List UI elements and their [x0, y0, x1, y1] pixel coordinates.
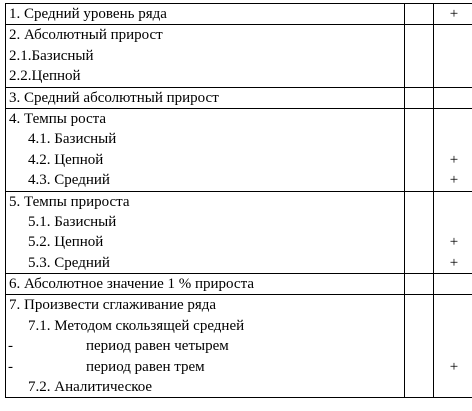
table-row [6, 4, 472, 25]
empty-cell [405, 295, 434, 398]
task-subline: 5.2. Цепной [28, 234, 104, 251]
table-row [6, 108, 472, 191]
table-row [6, 274, 472, 295]
plus-mark: + [449, 358, 459, 375]
task-bullet-text: период равен четырем [86, 338, 229, 355]
task-line: 6. Абсолютное значение 1 % прироста [9, 276, 254, 293]
task-line: 4. Темпы роста [9, 110, 107, 127]
plus-mark [434, 129, 472, 149]
mark-cell [434, 295, 472, 398]
task-bullet-text: период равен трем [86, 358, 205, 375]
mark-cell [434, 87, 472, 108]
task-cell [6, 4, 405, 25]
plus-mark [434, 377, 472, 397]
task-subline: 4.1. Базисный [28, 131, 117, 148]
table-row [6, 25, 472, 87]
dash-bullet: - [8, 358, 13, 375]
plus-mark [434, 336, 472, 356]
table-row [6, 191, 472, 274]
plus-mark [434, 274, 472, 294]
task-line: 5. Темпы прироста [9, 193, 130, 210]
task-bullet-line [6, 336, 404, 356]
empty-cell [405, 191, 434, 274]
plus-mark: + [449, 234, 459, 251]
plus-mark [434, 295, 472, 315]
empty-cell [405, 25, 434, 87]
task-cell [6, 274, 405, 295]
plus-mark: + [449, 254, 459, 271]
task-subline: 7.2. Аналитическое [28, 379, 153, 396]
task-subline: 4.2. Цепной [28, 151, 104, 168]
task-line: 1. Средний уровень ряда [9, 6, 167, 22]
plus-mark [434, 316, 472, 336]
dash-bullet: - [8, 338, 13, 355]
mark-cell [434, 25, 472, 87]
plus-mark [434, 66, 472, 86]
task-line: 3. Средний абсолютный прирост [9, 89, 219, 106]
task-cell [6, 108, 405, 191]
task-line: 2. Абсолютный прирост [9, 27, 163, 44]
empty-cell [405, 274, 434, 295]
table-row [6, 295, 472, 398]
task-bullet-line [6, 357, 404, 377]
task-cell [6, 295, 405, 398]
table-row [6, 87, 472, 108]
plus-mark [434, 88, 472, 108]
plus-mark: + [449, 151, 459, 168]
mark-cell [434, 274, 472, 295]
task-subline: 5.3. Средний [28, 254, 110, 271]
task-subline: 4.3. Средний [28, 172, 110, 189]
plus-mark: + [449, 6, 459, 22]
task-subline: 2.2.Цепной [9, 68, 81, 85]
plus-mark [434, 212, 472, 232]
task-cell [6, 87, 405, 108]
mark-cell [434, 191, 472, 274]
task-subline: 2.1.Базисный [9, 47, 94, 64]
plus-mark [434, 109, 472, 129]
empty-cell [405, 4, 434, 25]
task-line: 7. Произвести сглаживание ряда [9, 297, 217, 314]
mark-cell [434, 4, 472, 25]
empty-cell [405, 108, 434, 191]
empty-cell [405, 87, 434, 108]
plus-mark [434, 46, 472, 66]
task-subline: 7.1. Методом скользящей средней [28, 317, 245, 334]
plus-mark [434, 192, 472, 212]
task-cell [6, 25, 405, 87]
task-cell [6, 191, 405, 274]
task-table [5, 3, 472, 398]
mark-cell [434, 108, 472, 191]
plus-mark: + [449, 172, 459, 189]
task-subline: 5.1. Базисный [28, 213, 117, 230]
plus-mark [434, 25, 472, 45]
